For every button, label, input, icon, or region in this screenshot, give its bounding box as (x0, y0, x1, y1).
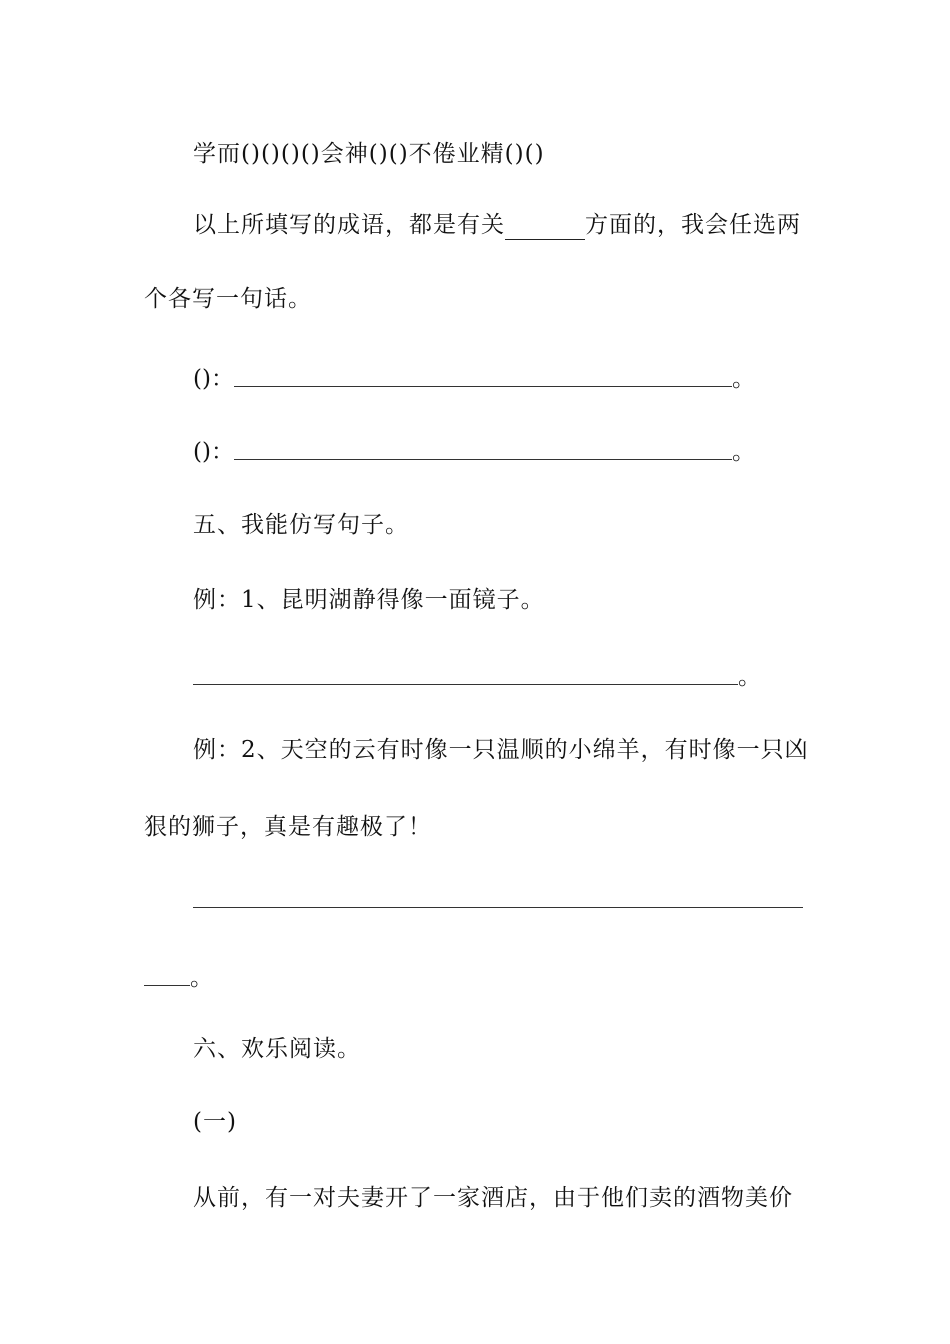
example-2-line-2: 狠的狮子，真是有趣极了！ (144, 814, 432, 840)
example-1-answer-period: 。 (738, 664, 761, 690)
idiom-fill-line: 学而()()()()会神()()不倦业精()() (193, 141, 545, 167)
example-2-answer-line[interactable] (193, 907, 803, 908)
reading-part-1-label: (一) (193, 1109, 237, 1135)
example-1-answer-line[interactable] (193, 683, 738, 685)
example-2-answer-tail-line[interactable] (144, 984, 190, 986)
example-1: 例：1、昆明湖静得像一面镜子。 (193, 587, 545, 613)
answer-period-2: 。 (731, 439, 755, 465)
answer-paren-2: ()： (193, 439, 234, 465)
answer-period-1: 。 (731, 366, 755, 392)
story-paragraph-line-1: 从前，有一对夫妻开了一家酒店，由于他们卖的酒物美价 (193, 1185, 793, 1211)
answer-line-2[interactable] (234, 458, 732, 460)
sentence-answer-row-1 (193, 364, 755, 394)
answer-line-1[interactable] (234, 385, 732, 387)
sentence-answer-row-2 (193, 437, 755, 467)
example-2-answer-tail (144, 963, 213, 993)
topic-blank[interactable] (505, 219, 585, 240)
topic-fill-suffix: 方面的，我会任选两 (585, 212, 801, 238)
example-1-answer-row (193, 662, 761, 692)
example-2-answer-period: 。 (190, 965, 213, 991)
topic-fill-continuation: 个各写一句话。 (144, 286, 312, 312)
example-2-line-1: 例：2、天空的云有时像一只温顺的小绵羊，有时像一只凶 (193, 737, 809, 763)
topic-fill-line (193, 210, 801, 240)
section-6-heading: 六、欢乐阅读。 (193, 1036, 361, 1062)
answer-paren-1: ()： (193, 366, 234, 392)
section-5-heading: 五、我能仿写句子。 (193, 512, 409, 538)
topic-fill-prefix: 以上所填写的成语，都是有关 (193, 212, 505, 238)
